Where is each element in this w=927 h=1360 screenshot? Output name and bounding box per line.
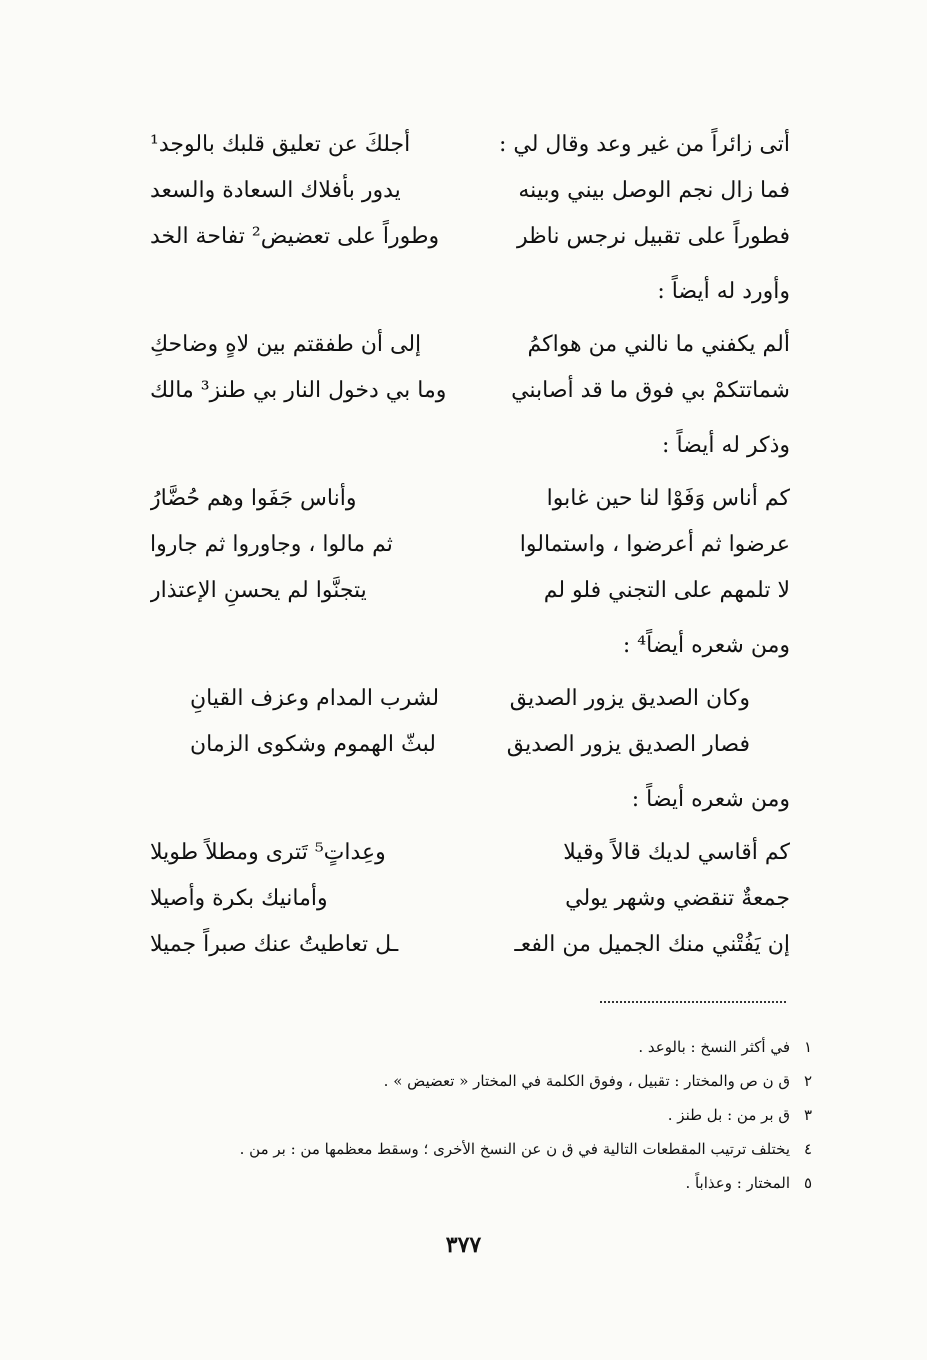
first-hemistich: كم أناس وَفَوْا لنا حين غابوا — [546, 486, 790, 511]
page-number: ٣٧٧ — [445, 1232, 482, 1258]
first-hemistich: شماتتكمْ بي فوق ما قد أصابني — [511, 378, 790, 403]
second-hemistich: وعِداتٍ⁵ تَترى ومطلاً طويلا — [150, 840, 386, 865]
first-hemistich: فما زال نجم الوصل بيني وبينه — [518, 178, 790, 203]
verse-line — [190, 676, 750, 722]
poem-block — [150, 830, 790, 968]
second-hemistich: وما بي دخول النار بي طنز³ مالك — [150, 378, 447, 403]
second-hemistich: لشرب المدام وعزف القيانِ — [190, 686, 440, 711]
second-hemistich: وأناس جَفَوا وهم حُضَّارُ — [150, 486, 357, 511]
footnote — [140, 1132, 812, 1166]
verse-line — [190, 722, 750, 768]
footnote-text: في أكثر النسخ : بالوعد . — [638, 1038, 790, 1056]
second-hemistich: يتجنَّوا لم يحسنِ الإعتذار — [150, 578, 367, 603]
second-hemistich: ـل تعاطيتُ عنك صبراً جميلا — [150, 932, 399, 957]
second-hemistich: لبثّ الهموم وشكوى الزمان — [190, 732, 436, 757]
second-hemistich: وطوراً على تعضيض² تفاحة الخد — [150, 224, 440, 249]
first-hemistich: وكان الصديق يزور الصديق — [509, 686, 750, 711]
verse-line — [150, 876, 790, 922]
footnote-number: ٥ — [803, 1174, 812, 1192]
footnotes — [140, 1030, 812, 1200]
second-hemistich: ثم مالوا ، وجاوروا ثم جاروا — [150, 532, 393, 557]
verse-line — [150, 476, 790, 522]
verse-line — [150, 122, 790, 168]
first-hemistich: ألم يكفني ما نالني من هواكمُ — [527, 332, 790, 357]
footnote-number: ٣ — [803, 1106, 812, 1124]
footnote — [140, 1030, 812, 1064]
footnote-number: ٤ — [803, 1140, 812, 1158]
verse-line — [150, 830, 790, 876]
footnote — [140, 1098, 812, 1132]
first-hemistich: إن يَفُتْني منك الجميل من الفعـ — [514, 932, 790, 957]
verse-intro: وأورد له أيضاً : — [657, 279, 790, 304]
footnote-text: يختلف ترتيب المقطعات التالية في ق ن عن النسخ الأخرى ؛ وسقط معظمها من : بر من . — [239, 1140, 790, 1158]
first-hemistich: لا تلمهم على التجني فلو لم — [543, 578, 790, 603]
second-hemistich: إلى أن طفقتم بين لاهٍ وضاحكِ — [150, 332, 422, 357]
verse-line — [150, 322, 790, 368]
first-hemistich: فصار الصديق يزور الصديق — [506, 732, 750, 757]
verse-line — [150, 568, 790, 614]
first-hemistich: أتى زائراً من غير وعد وقال لي : — [498, 132, 790, 157]
poem-block — [150, 476, 790, 614]
footnote-separator — [600, 1001, 786, 1003]
second-hemistich: يدور بأفلاك السعادة والسعد — [150, 178, 401, 203]
footnote — [140, 1166, 812, 1200]
footnote — [140, 1064, 812, 1098]
verse-intro: ومن شعره أيضاً : — [631, 787, 790, 812]
poem-block — [150, 122, 790, 260]
poem-content — [150, 122, 790, 976]
footnote-text: ق ن ص والمختار : تقبيل ، وفوق الكلمة في المختار « تعضيض » . — [383, 1072, 790, 1090]
poem-block — [150, 676, 790, 768]
footnote-number: ٢ — [803, 1072, 812, 1090]
verse-line — [150, 214, 790, 260]
verse-line — [150, 368, 790, 414]
verse-line — [150, 922, 790, 968]
verse-intro: وذكر له أيضاً : — [662, 433, 790, 458]
first-hemistich: عرضوا ثم أعرضوا ، واستمالوا — [519, 532, 790, 557]
verse-intro: ومن شعره أيضاً⁴ : — [622, 633, 790, 658]
footnote-text: المختار : وعذاباً . — [685, 1174, 790, 1192]
second-hemistich: وأمانيك بكرة وأصيلا — [150, 886, 328, 911]
footnote-number: ١ — [803, 1038, 812, 1056]
verse-line — [150, 522, 790, 568]
poem-block — [150, 322, 790, 414]
first-hemistich: كم أقاسي لديك قالاً وقيلا — [563, 840, 790, 865]
first-hemistich: فطوراً على تقبيل نرجس ناظر — [517, 224, 790, 249]
footnote-text: ق بر من : بل طنز . — [667, 1106, 790, 1124]
second-hemistich: أجلكَ عن تعليق قلبك بالوجد¹ — [150, 132, 411, 157]
first-hemistich: جمعةٌ تنقضي وشهر يولي — [565, 886, 790, 911]
verse-line — [150, 168, 790, 214]
